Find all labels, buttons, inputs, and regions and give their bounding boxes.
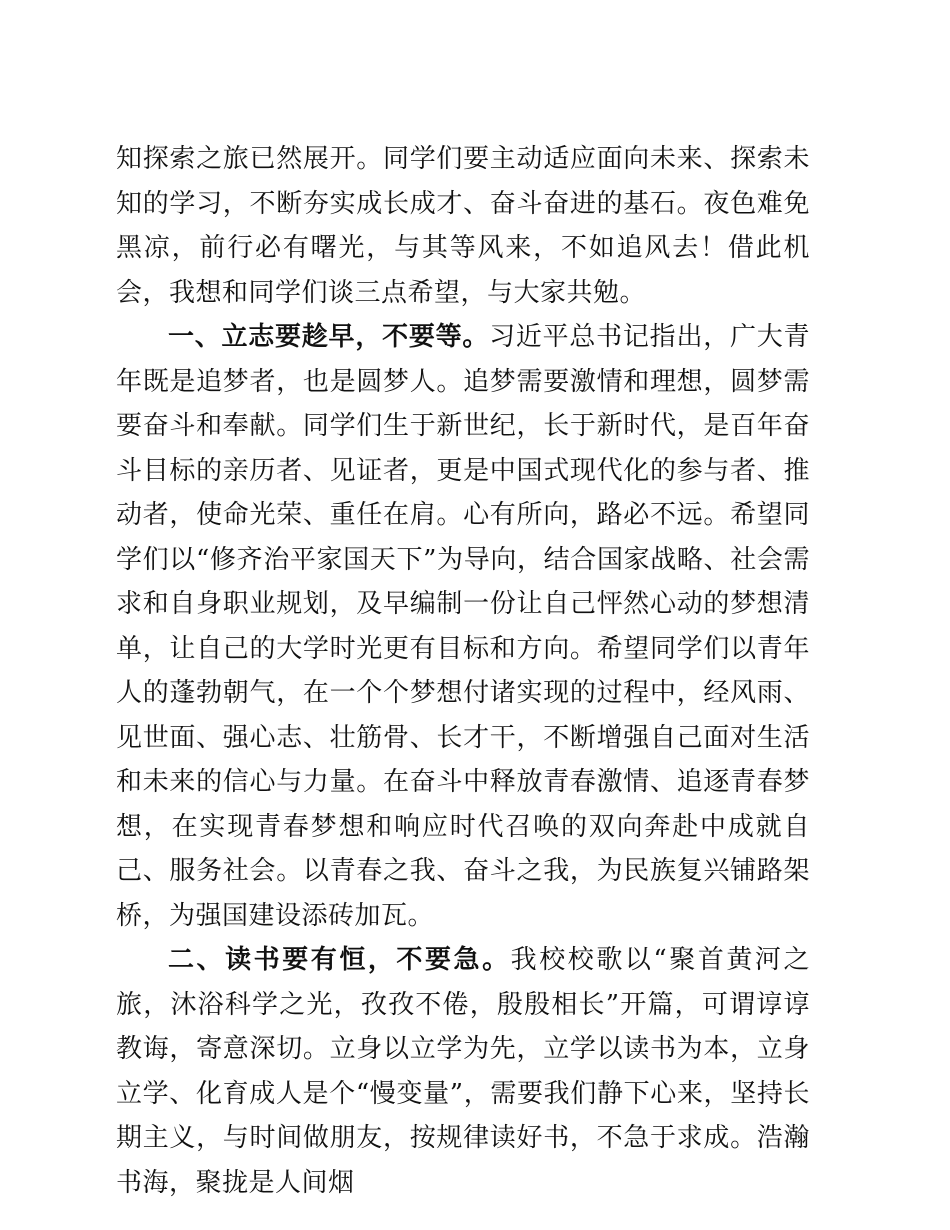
paragraph-text: 知探索之旅已然展开。同学们要主动适应面向未来、探索未知的学习，不断夯实成长成才、奋斗奋进的基石。夜色难免黑凉，前行必有曙光，与其等风来，不如追风去！借此机会，我想和同学们谈三点希望，与大家共勉。: [116, 144, 810, 308]
paragraph-text: 我校校歌以“聚首黄河之旅，沐浴科学之光，孜孜不倦，殷殷相长”开篇，可谓谆谆教诲，寄意深切。立身以立学为先，立学以读书为本，立身立学、化育成人是个“慢变量”，需要我们静下心来，坚持长期主义，与时间做朋友，按规律读好书，不急于求成。浩瀚书海，聚拢是人间烟: [116, 945, 810, 1198]
paragraph-point-two: [116, 938, 810, 1205]
document-body: [116, 137, 810, 1205]
paragraph-intro-continuation: [116, 137, 810, 315]
paragraph-text: 习近平总书记指出，广大青年既是追梦者，也是圆梦人。追梦需要激情和理想，圆梦需要奋斗和奉献。同学们生于新世纪，长于新时代，是百年奋斗目标的亲历者、见证者，更是中国式现代化的参与者、推动者，使命光荣、重任在肩。心有所向，路必不远。希望同学们以“修齐治平家国天下”为导向，结合国家战略、社会需求和自身职业规划，及早编制一份让自己怦然心动的梦想清单，让自己的大学时光更有目标和方向。希望同学们以青年人的蓬勃朝气，在一个个梦想付诸实现的过程中，经风雨、见世面、强心志、壮筋骨、长才干，不断增强自己面对生活和未来的信心与力量。在奋斗中释放青春激情、追逐青春梦想，在实现青春梦想和响应时代召唤的双向奔赴中成就自己、服务社会。以青春之我、奋斗之我，为民族复兴铺路架桥，为强国建设添砖加瓦。: [116, 322, 810, 931]
paragraph-point-one: [116, 315, 810, 938]
paragraph-heading: 一、立志要趁早，不要等。: [168, 322, 490, 352]
paragraph-heading: 二、读书要有恒，不要急。: [168, 945, 511, 975]
